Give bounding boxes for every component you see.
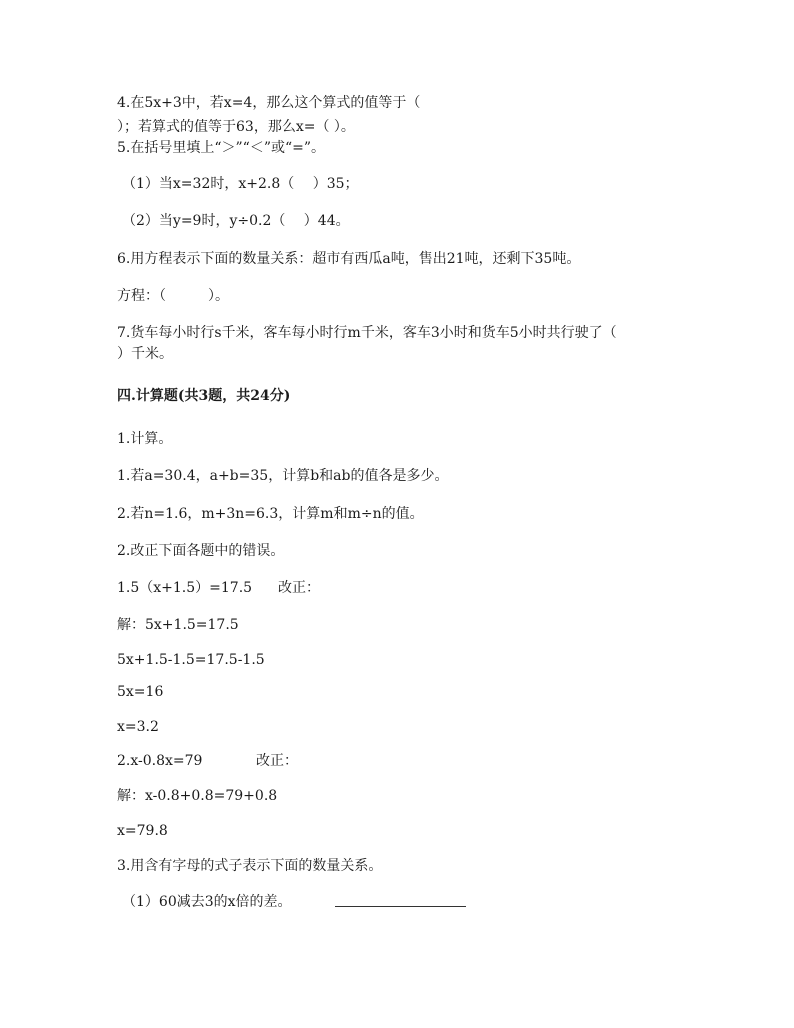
calc2-part1-step3: 5x=16	[117, 684, 164, 700]
calc3-item1: （1）60减去3的x倍的差。	[122, 894, 292, 910]
q6-stem: 6.用方程表示下面的数量关系：超市有西瓜a吨，售出21吨，还剩下35吨。	[117, 251, 581, 267]
calc2-part1-step4: x=3.2	[117, 719, 159, 735]
q5-stem: 5.在括号里填上“＞”“＜”或“=”。	[117, 140, 326, 156]
q7-line1: 7.货车每小时行s千米，客车每小时行m千米，客车3小时和货车5小时共行驶了（	[117, 325, 617, 341]
calc2-part1-step1: 解：5x+1.5=17.5	[117, 617, 239, 633]
calc1-part2: 2.若n=1.6，m+3n=6.3，计算m和m÷n的值。	[117, 506, 424, 522]
calc1-part1: 1.若a=30.4，a+b=35，计算b和ab的值各是多少。	[117, 468, 449, 484]
q6-answer: 方程：（ ）。	[117, 288, 229, 304]
calc2-part1-equation: 1.5（x+1.5）=17.5	[117, 580, 253, 596]
calc2-part1-correction-label: 改正：	[278, 580, 320, 596]
calc2-stem: 2.改正下面各题中的错误。	[117, 543, 285, 559]
q5-item2: （2）当y=9时，y÷0.2（ ）44。	[122, 213, 350, 229]
calc3-item1-answer-blank[interactable]	[335, 906, 466, 907]
calc2-part1-step2: 5x+1.5-1.5=17.5-1.5	[117, 652, 265, 668]
calc1-stem: 1.计算。	[117, 431, 173, 447]
calc2-part2-step1: 解：x-0.8+0.8=79+0.8	[117, 788, 278, 804]
q4-line1: 4.在5x+3中，若x=4，那么这个算式的值等于（	[117, 95, 421, 111]
q7-line2: ）千米。	[117, 346, 173, 362]
calc2-part2-correction-label: 改正：	[256, 753, 298, 769]
section-heading: 四.计算题(共3题，共24分)	[117, 388, 291, 404]
calc3-stem: 3.用含有字母的式子表示下面的数量关系。	[117, 858, 383, 874]
calc2-part2-equation: 2.x-0.8x=79	[117, 753, 203, 769]
q5-item1: （1）当x=32时，x+2.8（ ）35；	[122, 176, 359, 192]
calc2-part2-step2: x=79.8	[117, 823, 168, 839]
q4-line2: ）；若算式的值等于63，那么x=（ ）。	[117, 119, 355, 135]
